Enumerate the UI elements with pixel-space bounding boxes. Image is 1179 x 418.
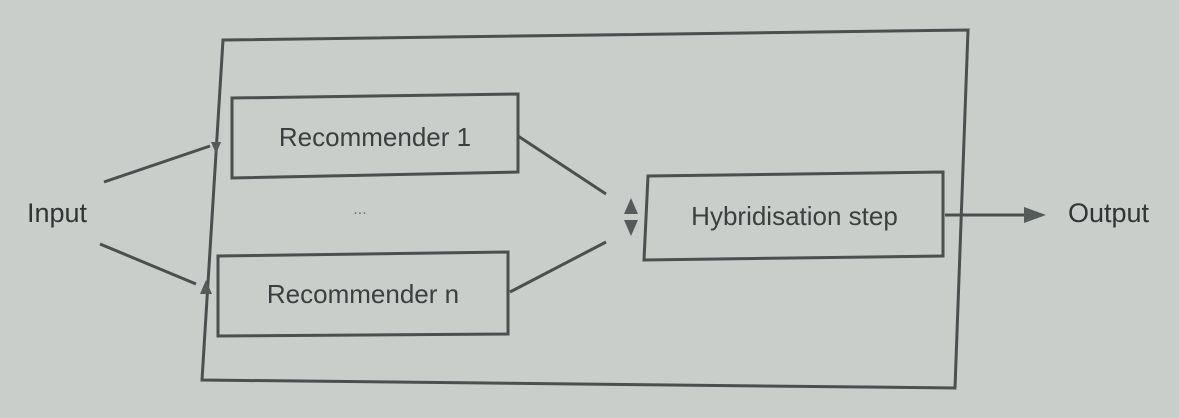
merge-arrow-down-icon [624, 220, 638, 236]
input-label: Input [27, 198, 88, 228]
output-arrowhead-icon [1024, 207, 1046, 223]
recommender-1-to-hybridisation-line [518, 136, 606, 194]
hybridisation-step-label: Hybridisation step [691, 200, 898, 231]
input-to-recommender-n-line [100, 244, 196, 284]
recommenders-ellipsis: ... [353, 201, 367, 218]
arrowhead-into-recommender-n [200, 280, 212, 294]
recommender-n-to-hybridisation-line [510, 242, 606, 292]
arrowhead-into-recommender-1 [211, 142, 221, 154]
recommender-n-label: Recommender n [266, 278, 460, 309]
input-to-recommender-1-line [104, 146, 210, 182]
merge-arrow-up-icon [624, 198, 638, 214]
recommender-1-label: Recommender 1 [278, 121, 472, 152]
output-label: Output [1068, 198, 1150, 228]
